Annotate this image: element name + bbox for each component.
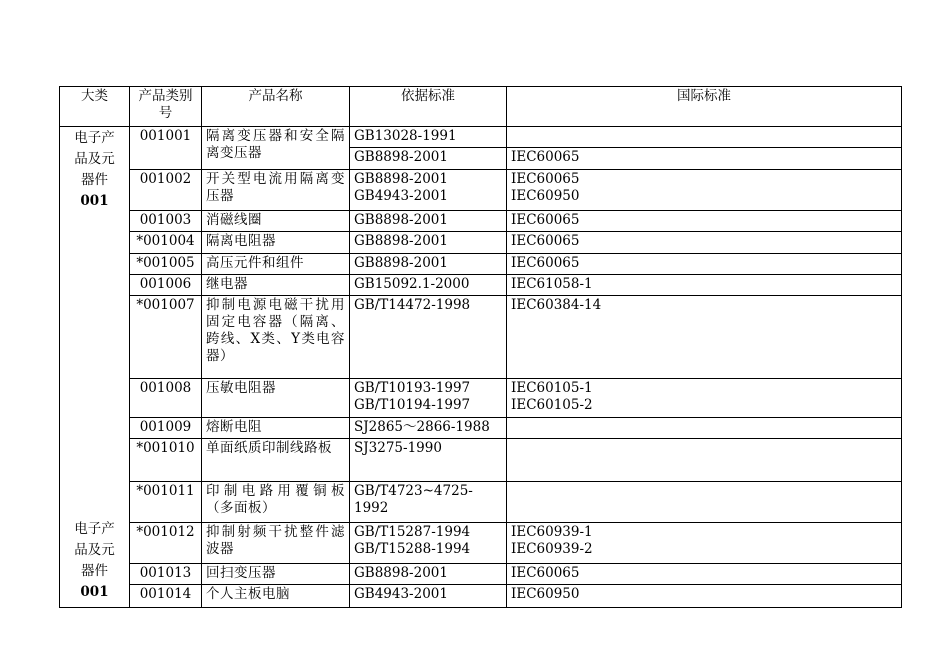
intl-standard: IEC60950 <box>507 585 902 608</box>
header-name: 产品名称 <box>202 87 350 127</box>
intl-standard: IEC60065 <box>507 253 902 274</box>
product-name: 消磁线圈 <box>202 210 350 231</box>
header-row <box>60 87 902 127</box>
basis-standard: GB/T4723~4725-1992 <box>350 482 507 523</box>
basis-standard: GB8898-2001 <box>350 253 507 274</box>
intl-standard: IEC60105-1 IEC60105-2 <box>507 379 902 418</box>
product-code: 001003 <box>130 210 202 231</box>
product-code: 001002 <box>130 169 202 210</box>
table-row <box>60 379 902 418</box>
header-intl: 国际标准 <box>507 87 902 127</box>
category-text: 电子产 <box>74 130 115 146</box>
product-name: 抑制射频干扰整件滤波器 <box>202 523 350 564</box>
basis-standard: GB8898-2001 <box>350 232 507 253</box>
intl-standard <box>507 439 902 482</box>
product-name: 回扫变压器 <box>202 564 350 585</box>
table-row <box>60 482 902 523</box>
basis-standard: GB8898-2001 <box>350 564 507 585</box>
product-name: 印制电路用覆铜板（多面板） <box>202 482 350 523</box>
intl-standard <box>507 127 902 148</box>
product-name: 开关型电流用隔离变压器 <box>202 169 350 210</box>
category-label-top <box>64 128 125 212</box>
category-text: 电子产 <box>74 521 115 537</box>
product-code: 001008 <box>130 379 202 418</box>
product-code: *001007 <box>130 296 202 379</box>
standards-table <box>59 86 902 608</box>
category-text: 器件 <box>81 563 108 579</box>
product-name: 熔断电阻 <box>202 417 350 438</box>
category-cell <box>60 127 130 608</box>
intl-standard <box>507 417 902 438</box>
basis-standard: SJ2865～2866-1988 <box>350 417 507 438</box>
product-name: 抑制电源电磁干扰用固定电容器（隔离、跨线、X类、Y类电容器） <box>202 296 350 379</box>
table-row <box>60 439 902 482</box>
intl-standard: IEC60065 <box>507 564 902 585</box>
intl-standard: IEC60065 <box>507 232 902 253</box>
product-code: *001010 <box>130 439 202 482</box>
intl-standard <box>507 482 902 523</box>
product-code: 001009 <box>130 417 202 438</box>
table-row <box>60 417 902 438</box>
table-row <box>60 564 902 585</box>
basis-standard: GB13028-1991 <box>350 127 507 148</box>
table-row <box>60 127 902 148</box>
basis-standard: GB4943-2001 <box>350 585 507 608</box>
basis-standard: GB8898-2001 GB4943-2001 <box>350 169 507 210</box>
table-row <box>60 253 902 274</box>
category-code: 001 <box>80 193 109 209</box>
basis-standard: GB8898-2001 <box>350 210 507 231</box>
table-row <box>60 585 902 608</box>
table-row <box>60 296 902 379</box>
basis-standard: SJ3275-1990 <box>350 439 507 482</box>
intl-standard: IEC60384-14 <box>507 296 902 379</box>
product-code: 001006 <box>130 275 202 296</box>
basis-standard: GB15092.1-2000 <box>350 275 507 296</box>
product-name: 隔离变压器和安全隔离变压器 <box>202 127 350 170</box>
product-name: 单面纸质印制线路板 <box>202 439 350 482</box>
product-code: *001005 <box>130 253 202 274</box>
product-code: *001012 <box>130 523 202 564</box>
header-category: 大类 <box>60 87 130 127</box>
basis-standard: GB/T10193-1997 GB/T10194-1997 <box>350 379 507 418</box>
intl-standard: IEC60939-1 IEC60939-2 <box>507 523 902 564</box>
intl-standard: IEC60065 <box>507 210 902 231</box>
product-name: 压敏电阻器 <box>202 379 350 418</box>
intl-standard: IEC60065 IEC60950 <box>507 169 902 210</box>
header-basis: 依据标准 <box>350 87 507 127</box>
table-row <box>60 275 902 296</box>
basis-standard: GB/T15287-1994 GB/T15288-1994 <box>350 523 507 564</box>
table-row <box>60 523 902 564</box>
category-code: 001 <box>80 584 109 600</box>
product-code: 001013 <box>130 564 202 585</box>
category-label-bottom <box>64 519 125 605</box>
category-text: 品及元 <box>74 151 115 167</box>
product-code: *001011 <box>130 482 202 523</box>
product-code: 001001 <box>130 127 202 170</box>
product-name: 继电器 <box>202 275 350 296</box>
table-row <box>60 169 902 210</box>
product-name: 高压元件和组件 <box>202 253 350 274</box>
table-row <box>60 210 902 231</box>
category-text: 品及元 <box>74 542 115 558</box>
header-code: 产品类别号 <box>130 87 202 127</box>
table-row <box>60 232 902 253</box>
product-code: *001004 <box>130 232 202 253</box>
intl-standard: IEC61058-1 <box>507 275 902 296</box>
intl-standard: IEC60065 <box>507 148 902 169</box>
basis-standard: GB/T14472-1998 <box>350 296 507 379</box>
product-name: 个人主板电脑 <box>202 585 350 608</box>
category-text: 器件 <box>81 172 108 188</box>
product-name: 隔离电阻器 <box>202 232 350 253</box>
product-code: 001014 <box>130 585 202 608</box>
basis-standard: GB8898-2001 <box>350 148 507 169</box>
